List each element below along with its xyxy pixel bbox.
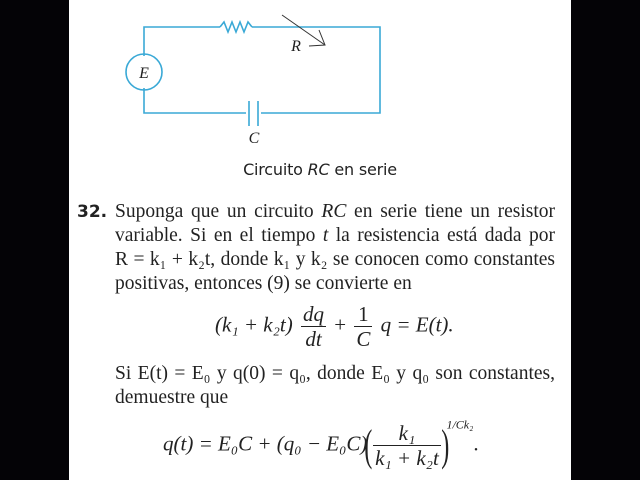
capacitor-label: C bbox=[248, 130, 260, 147]
differential-equation: (k₁ + k₂t) $\frac{dq}{dt}$ + $\frac{1}{C}$ q = E(t). bbox=[215, 302, 454, 351]
problem-conditions bbox=[115, 362, 555, 410]
textbook-page bbox=[69, 0, 571, 480]
conditions-line-1: Si E(t) = E₀ y q(0) = q₀, donde E₀ y q₀ son constantes, bbox=[115, 363, 555, 384]
variable-arrow-icon bbox=[282, 15, 325, 46]
problem-number: 32. bbox=[77, 202, 108, 222]
figure-caption: Circuito RC en serie bbox=[243, 160, 397, 179]
resistor-zigzag bbox=[220, 22, 252, 32]
statement-line-3: R = k₁ + k₂t, donde k₁ y k₂ se conocen como constantes bbox=[115, 249, 555, 270]
conditions-line-2: demuestre que bbox=[115, 387, 229, 408]
source-label: E bbox=[139, 65, 149, 82]
problem-statement bbox=[115, 200, 555, 296]
statement-line-4: positivas, entonces (9) se convierte en bbox=[115, 273, 412, 294]
resistor-label: R bbox=[291, 38, 301, 55]
wire-right bbox=[252, 27, 380, 113]
rc-circuit-diagram bbox=[69, 0, 571, 160]
statement-line-2: variable. Si en el tiempo t la resistencia está dada por bbox=[115, 225, 555, 246]
solution-equation: q(t) = E₀C + (q₀ − E₀C)( $\frac{\text{k₁}}{\text{k₁ + k₂t}}$ )$^{1/Ck_2}$. bbox=[163, 417, 479, 470]
wire-top-left bbox=[144, 27, 220, 56]
wire-bottom-left bbox=[144, 88, 246, 113]
statement-line-1: Suponga que un circuito RC en serie tiene un resistor bbox=[115, 201, 556, 222]
